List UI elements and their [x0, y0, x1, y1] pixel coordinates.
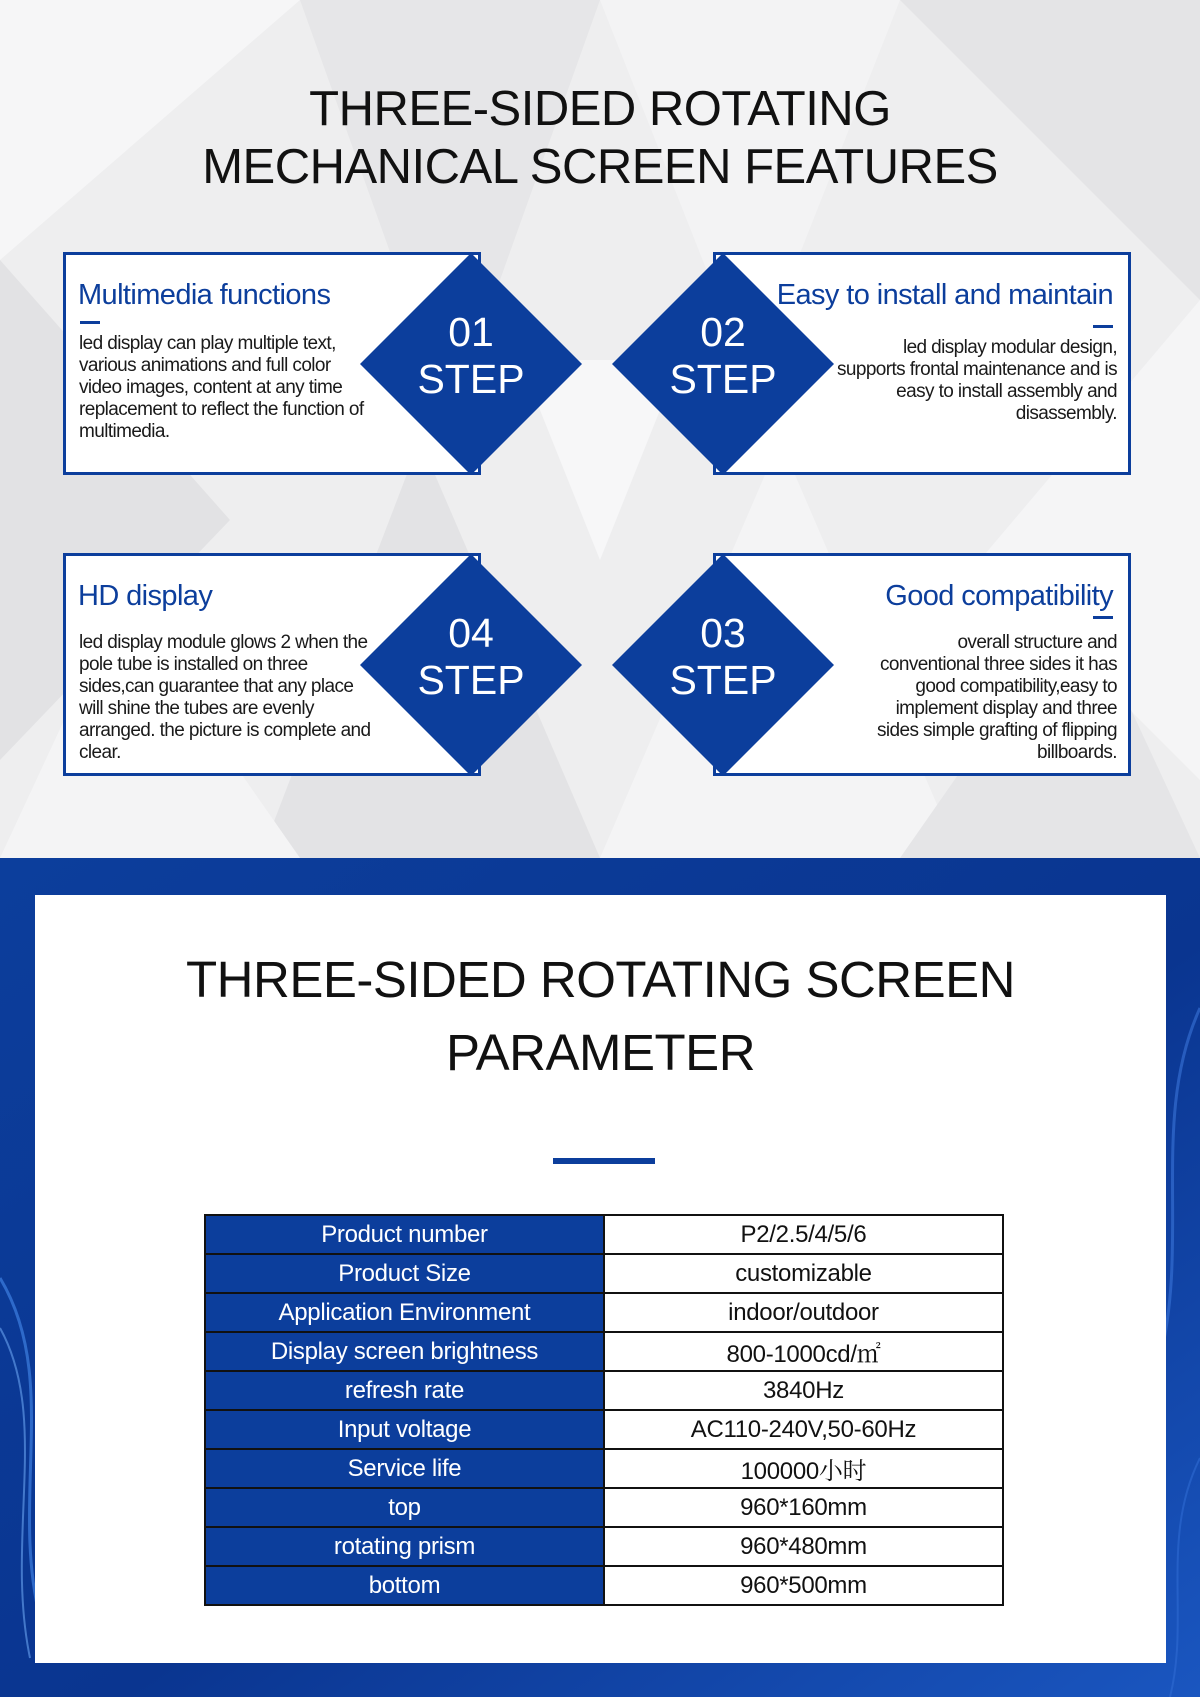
param-value: 960*500mm	[604, 1566, 1003, 1605]
param-value: AC110-240V,50-60Hz	[604, 1410, 1003, 1449]
table-row	[205, 1254, 1003, 1293]
table-row	[205, 1332, 1003, 1371]
step-label: STEP	[417, 657, 525, 703]
step-badge-04	[360, 554, 582, 776]
parameters-table	[204, 1214, 1004, 1606]
feature-card-text: overall structure and conventional three sides it has good compatibility,easy to implement display and three sides simple grafting of flipping billboards.	[876, 632, 1117, 763]
title-dash	[1093, 325, 1113, 328]
table-row	[205, 1371, 1003, 1410]
step-number: 01	[448, 309, 494, 355]
param-value: 960*480mm	[604, 1527, 1003, 1566]
param-value: customizable	[604, 1254, 1003, 1293]
param-key: Product number	[205, 1215, 604, 1254]
param-value: P2/2.5/4/5/6	[604, 1215, 1003, 1254]
step-number: 04	[448, 610, 494, 656]
param-key: Display screen brightness	[205, 1332, 604, 1371]
step-badge-01	[360, 253, 582, 475]
table-row	[205, 1410, 1003, 1449]
table-row	[205, 1527, 1003, 1566]
features-title	[0, 80, 1200, 196]
param-key: Service life	[205, 1449, 604, 1488]
feature-card-title: Multimedia functions	[78, 279, 331, 311]
param-value: 3840Hz	[604, 1371, 1003, 1410]
param-key: rotating prism	[205, 1527, 604, 1566]
feature-card-text: led display module glows 2 when the pole tube is installed on three sides,can guarantee that any place will shine the tubes are evenly arranged. the picture is complete and clear.	[79, 632, 371, 763]
param-value: 960*160mm	[604, 1488, 1003, 1527]
param-value: indoor/outdoor	[604, 1293, 1003, 1332]
feature-card-title: Good compatibility	[885, 580, 1113, 612]
param-key: bottom	[205, 1566, 604, 1605]
table-row	[205, 1566, 1003, 1605]
title-dash	[1093, 616, 1113, 619]
param-key: Input voltage	[205, 1410, 604, 1449]
features-title-line2: MECHANICAL SCREEN FEATURES	[202, 140, 998, 194]
table-row	[205, 1488, 1003, 1527]
table-row	[205, 1449, 1003, 1488]
param-value: 100000小时	[604, 1449, 1003, 1488]
step-number: 02	[700, 309, 746, 355]
parameters-section	[0, 858, 1200, 1697]
param-value: 800-1000cd/㎡	[604, 1332, 1003, 1371]
step-label: STEP	[417, 356, 525, 402]
feature-card-title: HD display	[78, 580, 213, 612]
feature-card-title: Easy to install and maintain	[776, 279, 1113, 311]
param-key: top	[205, 1488, 604, 1527]
title-underline	[553, 1158, 655, 1164]
features-title-line1: THREE-SIDED ROTATING	[309, 82, 891, 136]
step-number: 03	[700, 610, 746, 656]
table-row	[205, 1293, 1003, 1332]
title-dash	[80, 321, 100, 324]
parameters-panel	[35, 895, 1166, 1663]
parameters-title-line1: THREE-SIDED ROTATING SCREEN	[186, 951, 1015, 1008]
param-key: Product Size	[205, 1254, 604, 1293]
param-key: Application Environment	[205, 1293, 604, 1332]
step-label: STEP	[669, 657, 777, 703]
step-badge-02	[612, 253, 834, 475]
table-row	[205, 1215, 1003, 1254]
step-label: STEP	[669, 356, 777, 402]
param-key: refresh rate	[205, 1371, 604, 1410]
feature-card-text: led display can play multiple text, various animations and full color video images, content at any time replacement to reflect the function of multimedia.	[79, 333, 364, 442]
parameters-title	[35, 943, 1166, 1089]
feature-card-text: led display modular design, supports frontal maintenance and is easy to install assembly and disassembly.	[837, 337, 1118, 424]
parameters-title-line2: PARAMETER	[445, 1024, 756, 1081]
step-badge-03	[612, 554, 834, 776]
